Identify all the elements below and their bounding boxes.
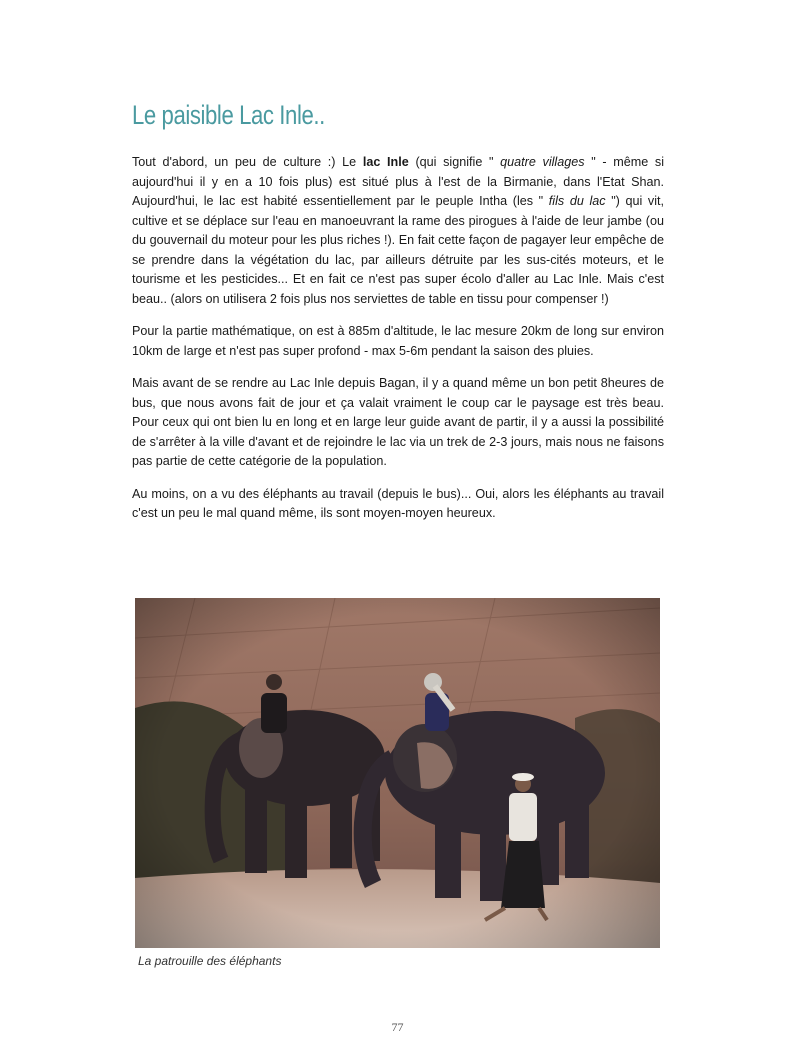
elephants-photo	[135, 598, 660, 948]
page-title: Le paisible Lac Inle..	[132, 100, 325, 130]
p1-text-3: " - même si aujourd'hui il y en a 10 fois plus) est situé plus à l'est de la Birmanie, dans l'Etat Shan. Aujourd'hui, le lac est habité essentiellement par le peuple Intha (les "	[132, 155, 665, 208]
paragraph-1	[132, 153, 664, 309]
elephants-photo-illustration	[135, 598, 660, 948]
p1-text-1: Tout d'abord, un peu de culture :) Le	[132, 155, 363, 169]
p1-bold-lac-inle: lac Inle	[362, 155, 409, 169]
paragraph-4: Au moins, on a vu des éléphants au travail (depuis le bus)... Oui, alors les éléphants au travail c'est un peu le mal quand même, ils sont moyen-moyen heureux.	[132, 486, 664, 520]
p1-text-2: (qui signifie "	[408, 155, 501, 169]
p1-text-4: ") qui vit, cultive et se déplace sur l'eau en manoeuvrant la rame des pirogues à l'aide de leur jambe (ou du gouvernail du moteur pour les plus riches !). En fait cette façon de pagayer leur empêche de se prendre dans la végétation du lac, par ailleurs détruite par les sus-cités moteurs, et le tourisme et les pesticides... Et en fait ce n'est pas super écolo d'aller au Lac Inle. Mais c'est beau.. (alors on utilisera 2 fois plus nos serviettes de table en tissu pour compenser !)	[132, 194, 665, 306]
article-body	[132, 153, 664, 537]
page-number: 77	[391, 1020, 404, 1034]
paragraph-2: Pour la partie mathématique, on est à 885m d'altitude, le lac mesure 20km de long sur environ 10km de large et n'est pas super profond - max 5-6m pendant la saison des pluies.	[132, 324, 664, 358]
paragraph-3: Mais avant de se rendre au Lac Inle depuis Bagan, il y a quand même un bon petit 8heures de bus, que nous avons fait de jour et ça valait vraiment le coup car le paysage est très beau. Pour ceux qui ont bien lu en long et en large leur guide avant de partir, il y a aussi la possibilité de s'arrêter à la ville d'avant et de rejoindre le lac via un trek de 2-3 jours, mais nous ne faisons pas partie de cette catégorie de la population.	[132, 376, 664, 468]
p1-italic-fils-du-lac: fils du lac	[548, 194, 606, 208]
p1-italic-quatre-villages: quatre villages	[500, 155, 585, 169]
photo-caption: La patrouille des éléphants	[138, 954, 282, 968]
